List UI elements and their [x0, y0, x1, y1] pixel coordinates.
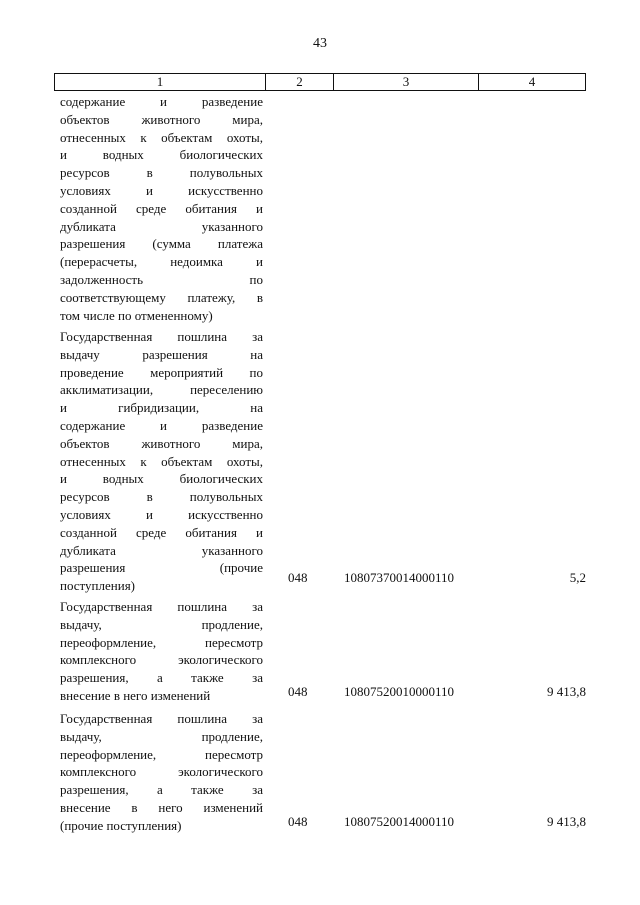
code-admin: 048 [288, 814, 308, 829]
desc-line: отнесенных к объектам охоты, [60, 129, 263, 145]
desc-line: объектов животного мира, [60, 435, 263, 451]
desc-line: проведение мероприятий по [60, 364, 263, 380]
desc-line: переоформление, пересмотр [60, 634, 263, 650]
desc-line: комплексного экологического [60, 652, 263, 668]
amount: 5,2 [569, 570, 586, 585]
desc-line: объектов животного мира, [60, 111, 263, 127]
code-kbk: 10807520010000110 [344, 684, 455, 699]
amount: 9 413,8 [547, 814, 586, 829]
amount: 9 413,8 [547, 684, 586, 699]
desc-line: разрешения (прочие [60, 560, 263, 576]
desc-line: переоформление, пересмотр [60, 746, 263, 762]
desc-line: Государственная пошлина за [60, 599, 263, 614]
desc-line: дубликата указанного [60, 542, 263, 558]
desc-line: выдачу, продление, [60, 728, 263, 744]
desc-line: задолженность по [60, 271, 263, 287]
desc-line: выдачу, продление, [60, 616, 263, 632]
desc-line: внесение в него изменений [60, 687, 211, 703]
desc-line: разрешения (сумма платежа [60, 236, 263, 252]
desc-line: ресурсов в полувольных [60, 489, 263, 505]
desc-line: (прочие поступления) [60, 817, 182, 833]
page-number: 43 [313, 36, 327, 51]
row-description [60, 328, 263, 595]
desc-line: отнесенных к объектам охоты, [60, 453, 263, 469]
table-header [54, 73, 586, 91]
desc-line: созданной среде обитания и [60, 200, 263, 216]
desc-line: разрешения, а также за [60, 782, 263, 798]
desc-line: Государственная пошлина за [60, 711, 263, 726]
desc-line: условиях и искусственно [60, 506, 263, 522]
code-kbk: 10807370014000110 [344, 570, 455, 585]
desc-line: выдачу разрешения на [60, 346, 263, 362]
code-kbk: 10807520014000110 [344, 814, 455, 829]
row-description [60, 93, 263, 324]
header-col-2: 2 [266, 74, 334, 90]
desc-line: ресурсов в полувольных [60, 165, 263, 181]
desc-line: и гибридизации, на [60, 400, 263, 416]
desc-line: поступления) [60, 578, 135, 594]
desc-line: (перерасчеты, недоимка и [60, 254, 263, 270]
desc-line: и водных биологических [60, 147, 263, 163]
desc-line: содержание и разведение [60, 417, 263, 433]
desc-line: содержание и разведение [60, 94, 263, 109]
desc-line: акклиматизации, переселению [60, 382, 263, 398]
code-admin: 048 [288, 684, 308, 699]
row-description [60, 598, 263, 705]
code-admin: 048 [288, 570, 308, 585]
desc-line: том числе по отмененному) [60, 307, 213, 323]
desc-line: и водных биологических [60, 471, 263, 487]
desc-line: соответствующему платежу, в [60, 289, 263, 305]
desc-line: разрешения, а также за [60, 670, 263, 686]
header-col-1: 1 [55, 74, 266, 90]
desc-line: дубликата указанного [60, 218, 263, 234]
desc-line: внесение в него изменений [60, 799, 263, 815]
desc-line: Государственная пошлина за [60, 329, 263, 344]
desc-line: условиях и искусственно [60, 182, 263, 198]
header-col-3: 3 [334, 74, 479, 90]
row-description [60, 710, 263, 835]
desc-line: созданной среде обитания и [60, 524, 263, 540]
header-col-4: 4 [528, 74, 536, 89]
desc-line: комплексного экологического [60, 764, 263, 780]
